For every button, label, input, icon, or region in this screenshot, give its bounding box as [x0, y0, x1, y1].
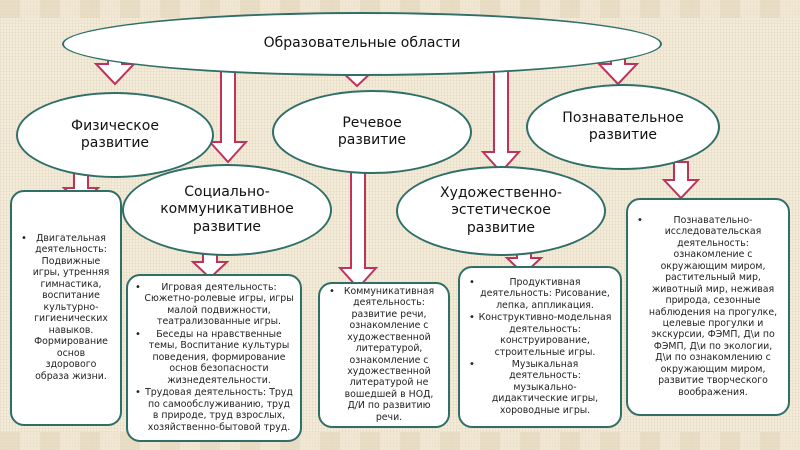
arrow-cognitive-box: [664, 162, 698, 198]
artistic-list: [468, 277, 612, 418]
speech-content-box: [318, 282, 450, 428]
list-item: • Познавательно-исследовательская деятельность: ознакомление с окружающим миром, растительный мир, животный мир, неживая природа, сезонные наблюдения на прогулке, целевые прогулки и экскурсии, ФЭМП, Д\и по ФЭМП, Д\и по экологии, Д\и по ознакомлению с окружающим миром, развитие творческого воображения.: [646, 215, 780, 399]
list-item: • Беседы на нравственные темы, Воспитание культуры поведения, формирование основ безопасности жизнедеятельности.: [144, 329, 294, 386]
title-ellipse: [62, 12, 662, 76]
diagram-title: Образовательные области: [263, 35, 461, 52]
list-item: • Продуктивная деятельность: Рисование, лепка, аппликация.: [478, 277, 612, 311]
physical-content-box: [10, 190, 122, 426]
area-cognitive-ellipse: [526, 84, 720, 170]
area-cognitive-label: Познавательное развитие: [562, 109, 684, 143]
cognitive-content-box: [626, 198, 790, 416]
physical-list: [20, 233, 112, 383]
area-physical-label: Физическое развитие: [71, 117, 159, 151]
speech-list: [328, 286, 440, 425]
social-content-box: [126, 274, 302, 442]
artistic-content-box: [458, 266, 622, 428]
list-item: • Трудовая деятельность: Труд по самообслуживанию, труд в природе, труд взрослых, хозяйственно-бытовой труд.: [144, 387, 294, 433]
arrow-to-artistic: [483, 70, 519, 172]
list-item: • Музыкальная деятельность: музыкально-дидактические игры, хороводные игры.: [478, 359, 612, 416]
area-artistic-label: Художественно-эстетическое развитие: [440, 184, 562, 236]
area-physical-ellipse: [16, 92, 214, 178]
area-artistic-ellipse: [396, 166, 606, 256]
list-item: • Двигательная деятельность: Подвижные игры, утренняя гимнастика, воспитание культурно-гигиенических навыков. Формирование основ здорового образа жизни.: [30, 233, 112, 382]
list-item: • Конструктивно-модельная деятельность: конструирование, строительные игры.: [478, 312, 612, 358]
area-speech-label: Речевое развитие: [337, 114, 407, 148]
cognitive-list: [636, 215, 780, 400]
social-list: [134, 282, 294, 434]
arrow-to-social: [210, 70, 246, 162]
list-item: • Игровая деятельность: Сюжетно-ролевые игры, игры малой подвижности, театрализованные игры.: [144, 282, 294, 328]
arrow-speech-box: [340, 165, 376, 288]
area-social-label: Социально-коммуникативное развитие: [160, 183, 294, 235]
area-speech-ellipse: [272, 90, 472, 174]
list-item: • Коммуникативная деятельность: развитие речи, ознакомление с художественной литературой, ознакомление с художественной литературой не вошедшей в НОД, Д/И по развитию речи.: [338, 286, 440, 424]
area-social-ellipse: [122, 164, 332, 256]
